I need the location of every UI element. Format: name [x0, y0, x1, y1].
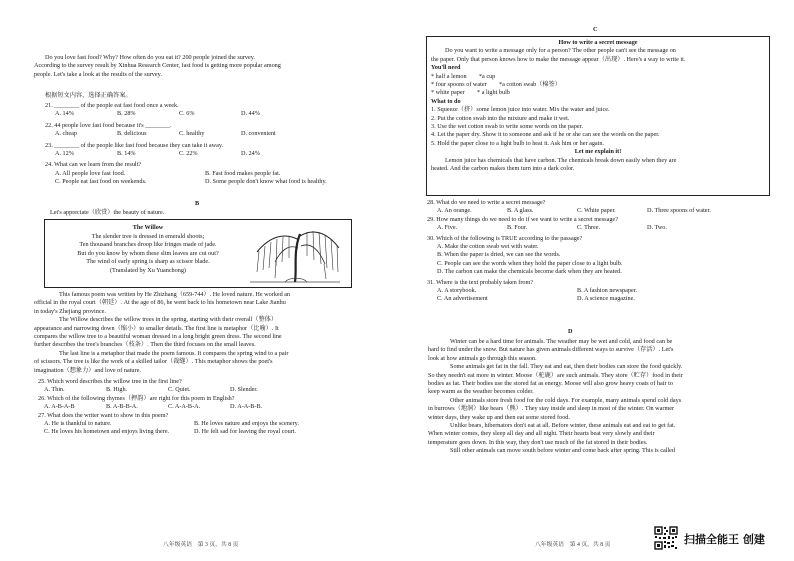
option[interactable]: A. An orange. — [437, 207, 472, 215]
intro-line: According to the survey result by Xinhua Research Center, fast food is getting more popular among — [34, 62, 281, 70]
need-title: You'll need — [431, 64, 461, 72]
passage-line: official in the royal court（朝廷）. At the age of 86, he went back to his hometown near Lake Jianhu — [34, 299, 286, 307]
option[interactable]: D. The carbon can make the chemicals become dark when they are heated. — [437, 268, 622, 276]
secret-intro: Do you want to write a message only for a person? The other people can't see the message on — [445, 47, 676, 55]
instruction: 根据短文内容，选择正确答案。 — [45, 92, 132, 99]
question-25: 25. Which word describes the willow tree in the first line? — [38, 378, 182, 385]
options-26 — [38, 403, 344, 411]
passage-line: temperature goes down. In this way, they don't use much of the fat stored in their bodies. — [428, 438, 648, 446]
section-c-heading: C — [593, 26, 598, 33]
option[interactable]: B. 14% — [117, 150, 136, 158]
questions-21-24 — [45, 102, 355, 187]
step: 4. Let the paper dry. Show it to someone and ask if he or she can see the words on the paper. — [431, 131, 660, 139]
option[interactable]: C. People eat fast food on weekends. — [55, 178, 147, 186]
options-25 — [38, 386, 344, 394]
options-24b — [45, 178, 355, 186]
secret-content — [431, 39, 765, 174]
survey-intro — [34, 54, 281, 79]
intro-line: people. Let's take a look at the results of the survey. — [34, 70, 162, 78]
option[interactable]: C. 6% — [179, 110, 195, 118]
poem-line: But do you know by whom these slim leaves are cut out? — [77, 249, 219, 257]
option[interactable]: B. Four. — [507, 224, 528, 232]
question-23: 23. ________ of the people like fast food because they can take it away. — [45, 141, 224, 149]
page-footer: 八年级英语 第 3 页，共 8 页 — [163, 542, 239, 548]
passage-line: compares the willow tree to a beautiful woman dressed in a long bright green dress. The second line — [34, 333, 282, 341]
secret-title: How to write a secret message — [558, 39, 638, 46]
passage-b — [34, 291, 290, 375]
option[interactable]: D. He felt sad for leaving the royal court. — [194, 428, 297, 436]
qr-code-icon — [654, 526, 678, 550]
option[interactable]: C. 22% — [179, 150, 198, 158]
option[interactable]: B. 28% — [117, 110, 136, 118]
passage-line: hard to find under the snow. But nature has given animals different ways to survive（存活）. Let's — [428, 346, 674, 354]
question-28: 28. What do we need to write a secret message? — [427, 199, 546, 206]
step: 3. Use the wet cotton swab to write some words on the paper. — [431, 123, 583, 131]
poem-text — [53, 224, 243, 276]
option[interactable]: C. Quiet. — [168, 386, 191, 394]
passage-line: keep warm as the weather becomes colder. — [428, 388, 534, 396]
option[interactable]: D. 24% — [241, 150, 260, 158]
section-b-intro: Let's appreciate（欣赏）the beauty of nature. — [50, 209, 165, 216]
question-29: 29. How many things do we need to do if we want to write a secret message? — [427, 215, 618, 223]
option[interactable]: C. A-A-B-A. — [168, 403, 201, 411]
need-item: * half a lemon *a cup — [431, 72, 496, 80]
option[interactable]: C. He loves his hometown and enjoys living there. — [44, 428, 170, 436]
options-28 — [427, 207, 727, 215]
option[interactable]: A. He is thankful to nature. — [44, 420, 112, 428]
option[interactable]: D. Slender. — [230, 386, 258, 394]
option[interactable]: A. 12% — [55, 150, 74, 158]
options-27b — [38, 428, 344, 436]
need-item: * four spoons of water *a cotton swab（棉签） — [431, 81, 561, 89]
option[interactable]: A. All people love fast food. — [55, 169, 126, 177]
passage-line: in today's Zhejiang province. — [34, 307, 106, 315]
options-29 — [427, 224, 727, 232]
step: 1. Squeeze（挤）some lemon juice into water. Mix the water and juice. — [431, 106, 610, 114]
passage-line: Other animals store fresh food for the cold days. For example, many animals spend cold days — [450, 396, 682, 404]
question-22: 22. 44 people love fast food because it's ________. — [45, 121, 172, 129]
questions-25-27 — [38, 378, 344, 437]
option[interactable]: D. Some people don't know what food is healthy. — [205, 178, 327, 186]
question-27: 27. What does the writer want to show in this poem? — [38, 411, 169, 419]
option[interactable]: C. White paper. — [577, 207, 616, 215]
passage-line: Still other animals can move south before winter and come back after spring. This is called — [450, 447, 675, 455]
passage-line: winter days, they wake up and then eat some stored food. — [428, 413, 570, 421]
question-26: 26. Which of the following rhymes（押韵）are right for this poem in English? — [38, 394, 235, 402]
passage-line: further describes the tree's branches（枝条）. Then the third focuses on the small leaves. — [34, 341, 256, 349]
do-title: What to do — [431, 97, 461, 105]
poem-box — [44, 219, 352, 288]
willow-tree-icon — [245, 222, 345, 284]
option[interactable]: A. A-B-A-B — [44, 403, 75, 411]
passage-line: imagination（想象力）and love of nature. — [34, 366, 141, 374]
option[interactable]: B. Fast food makes people fat. — [205, 169, 281, 177]
passage-line: The last line is a metaphor that made the poem famous. It compares the spring wind to a pair — [59, 349, 289, 357]
section-b-heading: B — [195, 200, 200, 207]
explain-line: Lemon juice has chemicals that have carbon. The chemicals break down easily when they are — [445, 156, 677, 164]
step: 5. Hold the paper close to a light bulb to heat it. Ask him or her again. — [431, 139, 605, 147]
poem-line: Ten thousand branches droop like fringes made of jade. — [79, 241, 217, 249]
passage-line: bodies as fat. Their bodies use the stored fat as energy. Moose will also grow heavy coats of hair to — [428, 380, 673, 388]
passage-line: Unlike bears, hibernators don't eat at all. Before winter, these animals eat and eat to get fat. — [450, 422, 676, 430]
passage-line: look at how animals go through this season. — [428, 354, 537, 362]
option[interactable]: B. A fashion newspaper. — [577, 287, 637, 295]
passage-line: Some animals get fat in the fall. They eat and eat, then their bodies can store the food quickly. — [450, 363, 683, 371]
option[interactable]: A. cheap — [55, 130, 77, 138]
explain-title: Let me explain it! — [574, 148, 622, 156]
option[interactable]: B. High. — [106, 386, 128, 394]
option[interactable]: A. 14% — [55, 110, 74, 118]
option[interactable]: A. Five. — [437, 224, 458, 232]
option[interactable]: D. A-A-B-B. — [230, 403, 263, 411]
option[interactable]: D. Two. — [647, 224, 667, 232]
right-page — [397, 0, 794, 561]
need-item: * white paper * a light bulb — [431, 89, 510, 97]
question-31: 31. Where is the text probably taken from? — [427, 278, 534, 286]
option[interactable]: C. healthy — [179, 130, 205, 138]
question-21: 21. ________ of the people eat fast food once a week. — [45, 102, 179, 109]
step: 2. Put the cotton swab into the mixture and make it wet. — [431, 114, 570, 122]
option[interactable]: C. An advertisement — [437, 295, 488, 303]
options-31 — [427, 287, 727, 295]
option[interactable]: B. delicious — [117, 130, 147, 138]
section-d-heading: D — [568, 328, 573, 335]
poem-credit: (Translated by Xu Yuanchong) — [109, 266, 186, 274]
options-21 — [45, 110, 355, 118]
option[interactable]: D. convenient — [241, 130, 276, 138]
poem-title: The Willow — [132, 224, 164, 231]
poem-line: The slender tree is dressed in emerald shoots; — [91, 232, 205, 240]
options-22 — [45, 130, 355, 138]
options-23 — [45, 150, 355, 158]
passage-line: of scissors. The tree is like the work of a skilled tailor（裁缝）. This metaphor shows the poet's — [34, 358, 273, 366]
question-24: 24. What can we learn from the result? — [45, 161, 142, 169]
option[interactable]: B. He loves nature and enjoys the scenery. — [194, 420, 299, 428]
secret-intro: the paper. Only that person knows how to make the message appear（出现）. Here's a way to write it. — [431, 55, 686, 63]
option[interactable]: C. People can see the words when they hold the paper close to a light bulb. — [437, 259, 623, 267]
option[interactable]: D. Three spoons of water. — [647, 207, 711, 215]
scanner-watermark: 扫描全能王 创建 — [684, 533, 765, 546]
option[interactable]: A. Thin. — [44, 386, 65, 394]
options-27 — [38, 420, 344, 428]
option[interactable]: C. Three. — [577, 224, 601, 232]
questions-28-31 — [427, 199, 727, 304]
option[interactable]: B. A-B-B-A. — [106, 403, 138, 411]
intro-line: Do you love fast food? Why? How often do you eat it? 200 people joined the survey. — [45, 54, 255, 61]
options-24 — [45, 170, 355, 178]
option[interactable]: D. 44% — [241, 110, 260, 118]
question-30: 30. Which of the following is TRUE according to the passage? — [427, 234, 583, 242]
passage-line: in burrows（地洞）like bears（熊）. They stay inside and sleep in most of the winter. On warmer — [428, 405, 675, 413]
passage-line: So they needn't eat more in winter. Moose（驼鹿）are such animals. They store（贮存）food in their — [428, 371, 683, 379]
poem-line: The wind of early spring is sharp as scissor blade. — [86, 258, 210, 266]
page-footer: 八年级英语 第 4 页，共 8 页 — [535, 542, 611, 548]
option[interactable]: B. When the paper is dried, we can see the words. — [437, 251, 561, 259]
passage-line: Winter can be a hard time for animals. The weather may be wet and cold, and food can be — [450, 338, 673, 345]
option[interactable]: D. A science magazine. — [577, 295, 635, 303]
options-31b — [427, 295, 727, 303]
secret-message-box — [426, 36, 770, 196]
passage-line: This famous poem was written by He Zhizhang（659-744）. He loved nature. He worked an — [59, 291, 291, 298]
option[interactable]: A. Make the cotton swab wet with water. — [437, 243, 539, 251]
explain-line: heated. And the carbon makes them turn into a dark color. — [431, 165, 575, 173]
option[interactable]: B. A glass. — [507, 207, 534, 215]
passage-line: When winter comes, they sleep all day and all night. Their hearts beat very slowly and their — [428, 430, 655, 438]
passage-line: appearance and narrowing down（缩小）to smaller details. The first line is metaphor（比喻）. It — [34, 324, 279, 332]
option[interactable]: A. A storybook. — [437, 287, 477, 295]
passage-line: The Willow describes the willow trees in the spring, starting with their overall（整体） — [59, 316, 278, 324]
passage-d — [428, 338, 683, 456]
